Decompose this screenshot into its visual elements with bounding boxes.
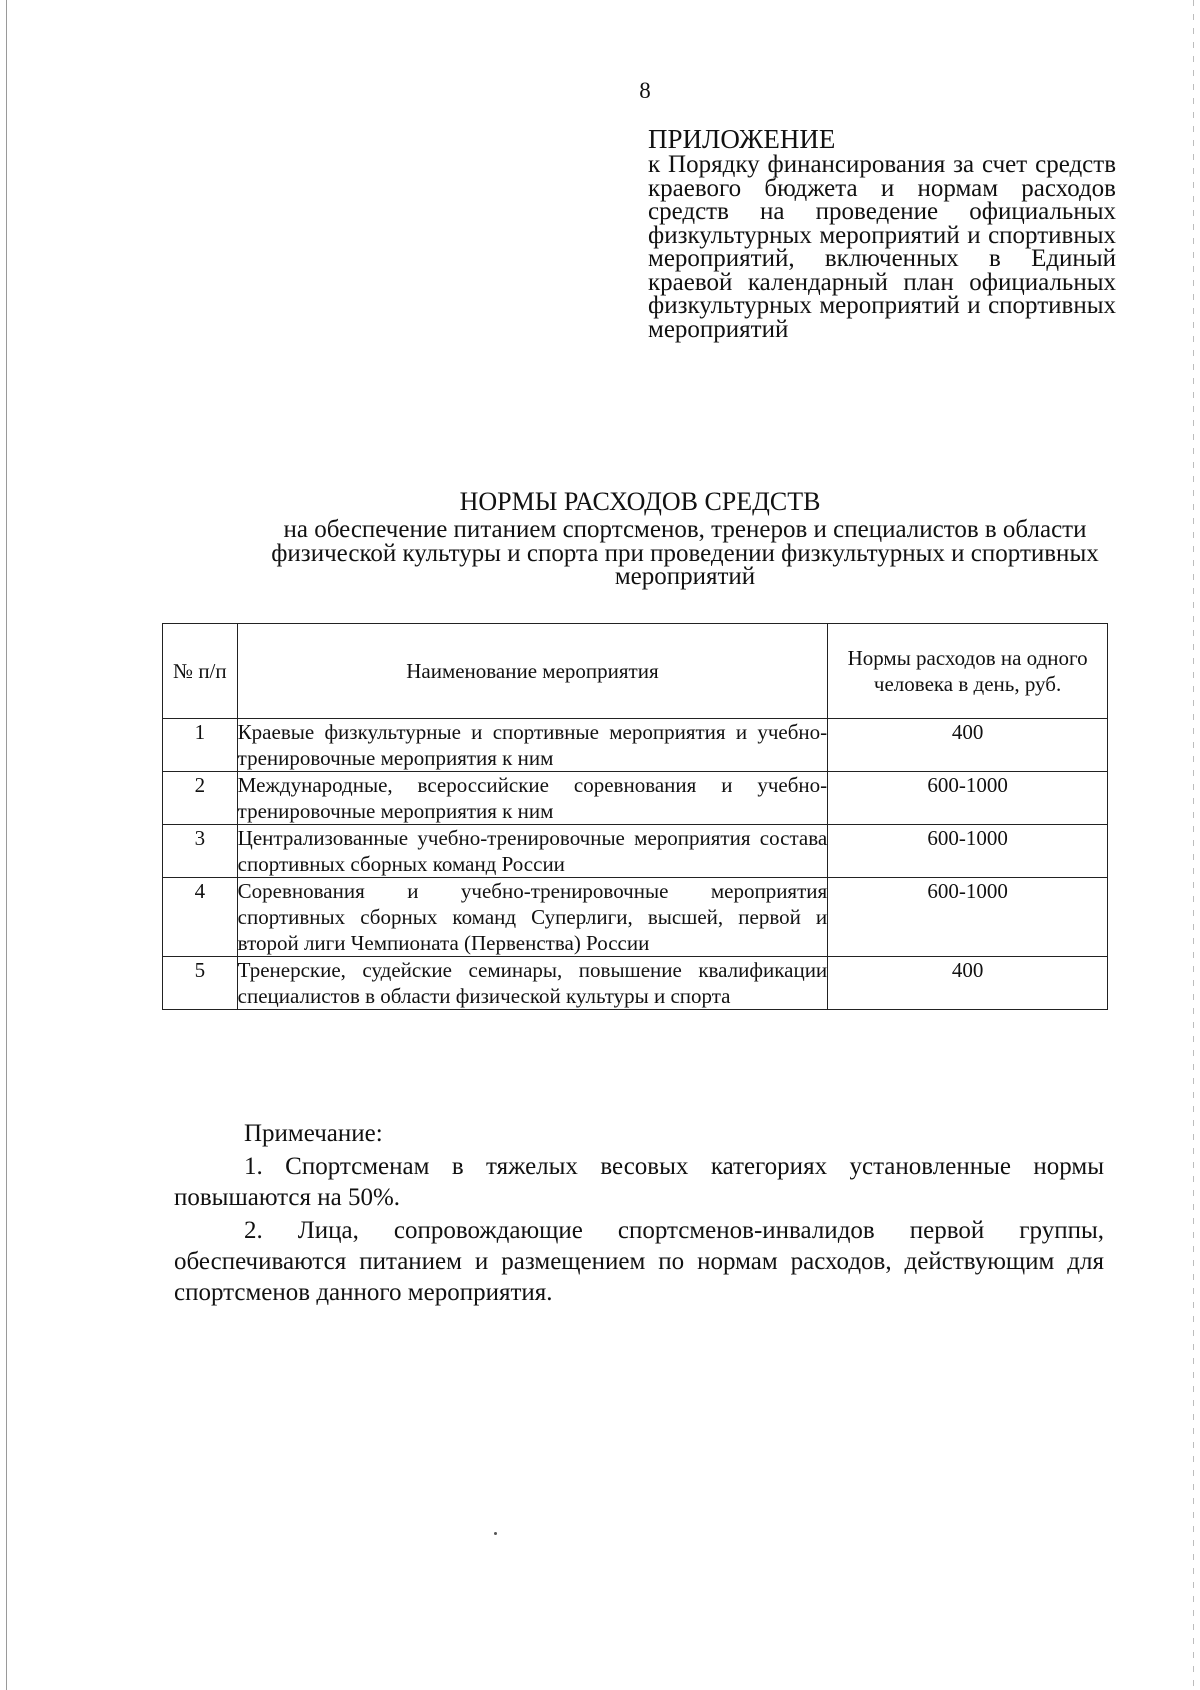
table-row	[163, 878, 1108, 957]
row-norm: 400	[828, 957, 1108, 1010]
row-name: Краевые физкультурные и спортивные мероприятия и учебно-тренировочные мероприятия к ним	[237, 720, 828, 770]
appendix-block	[648, 125, 1116, 341]
note-item: 1. Спортсменам в тяжелых весовых категориях установленные нормы повышаются на 50%.	[174, 1153, 1104, 1211]
row-norm: 600-1000	[828, 825, 1108, 878]
row-number: 2	[163, 772, 238, 825]
header-norm: Нормы расходов на одного человека в день, руб.	[828, 624, 1108, 719]
table-row	[163, 719, 1108, 772]
row-number: 3	[163, 825, 238, 878]
notes-block	[174, 1118, 1104, 1308]
row-name: Соревнования и учебно-тренировочные мероприятия спортивных сборных команд Суперлиги, высшей, первой и второй лиги Чемпионата (Первенства) России	[237, 879, 828, 955]
notes-title: Примечание:	[244, 1120, 383, 1147]
row-norm: 600-1000	[828, 878, 1108, 957]
norms-table	[162, 623, 1108, 1010]
appendix-title: ПРИЛОЖЕНИЕ	[648, 124, 836, 154]
scan-speck	[494, 1532, 497, 1535]
note-item: 2. Лица, сопровождающие спортсменов-инвалидов первой группы, обеспечиваются питанием и размещением по нормам расходов, действующим для спортсменов данного мероприятия.	[174, 1217, 1104, 1306]
scan-edge-left	[6, 0, 7, 1690]
row-name: Централизованные учебно-тренировочные мероприятия состава спортивных сборных команд России	[237, 826, 828, 876]
appendix-text: к Порядку финансирования за счет средств краевого бюджета и нормам расходов средств на проведение официальных физкультурных мероприятий и спортивных мероприятий, включенных в Единый краевой календарный план официальных физкультурных мероприятий и спортивных мероприятий	[648, 151, 1116, 343]
row-norm: 400	[828, 719, 1108, 772]
header-name: Наименование мероприятия	[237, 624, 828, 719]
row-norm: 600-1000	[828, 772, 1108, 825]
table-header-row	[163, 624, 1108, 719]
table-row	[163, 825, 1108, 878]
page-number: 8	[639, 78, 651, 103]
row-name: Тренерские, судейские семинары, повышение квалификации специалистов в области физической культуры и спорта	[237, 958, 828, 1008]
row-number: 4	[163, 878, 238, 957]
table-row	[163, 772, 1108, 825]
row-number: 1	[163, 719, 238, 772]
scan-edge-right	[1193, 0, 1194, 1690]
norms-subtitle: на обеспечение питанием спортсменов, тренеров и специалистов в области физической культуры и спорта при проведении физкультурных и спортивных мероприятий	[271, 516, 1099, 590]
row-name: Международные, всероссийские соревнования и учебно-тренировочные мероприятия к ним	[237, 773, 828, 823]
row-number: 5	[163, 957, 238, 1010]
table-row	[163, 957, 1108, 1010]
header-number: № п/п	[163, 624, 238, 719]
norms-title: НОРМЫ РАСХОДОВ СРЕДСТВ	[459, 487, 821, 516]
